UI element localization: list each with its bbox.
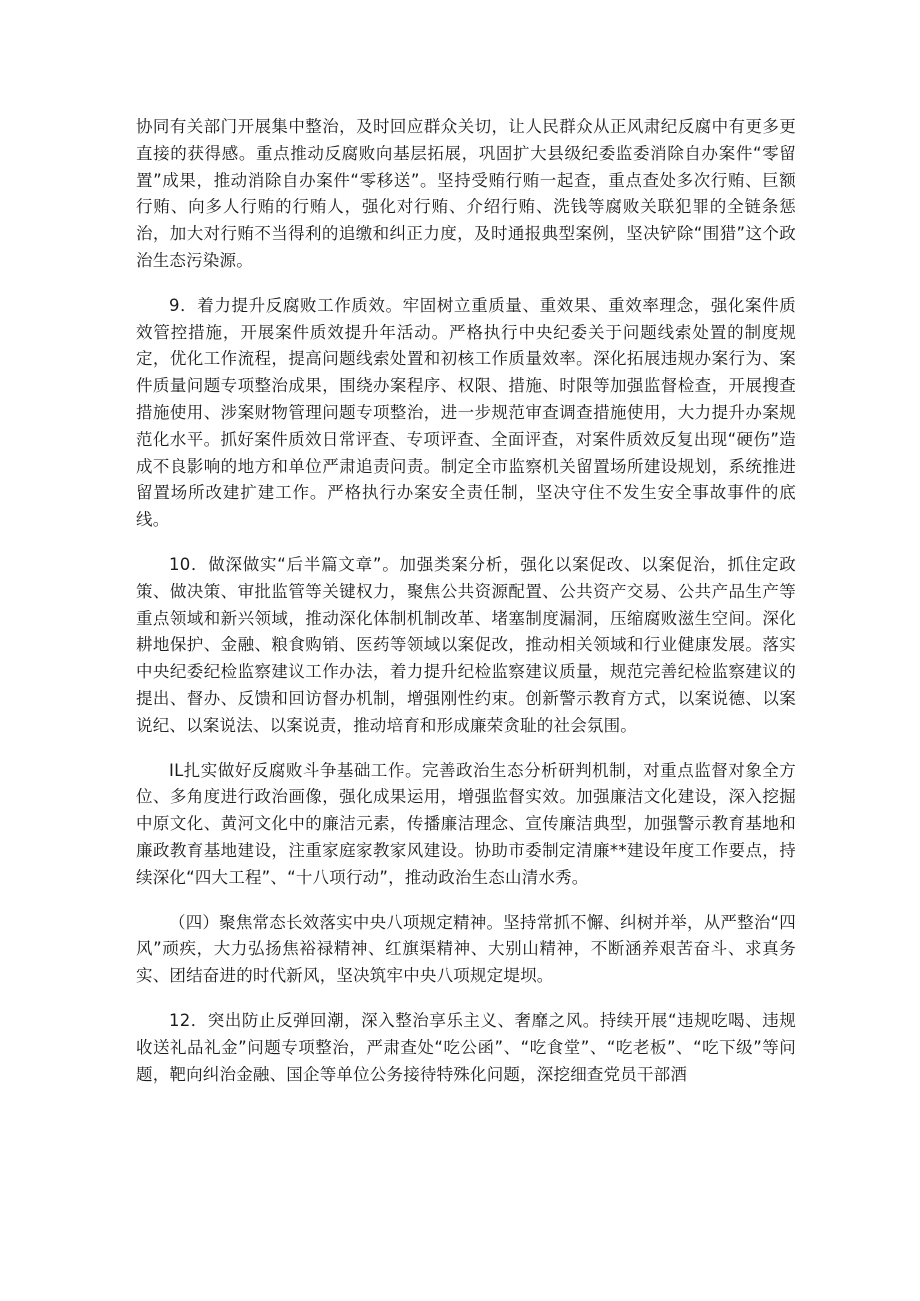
- paragraph-continuation: 协同有关部门开展集中整治，及时回应群众关切，让人民群众从正风肃纪反腐中有更多更直接的获得感。重点推动反腐败向基层拓展，巩固扩大县级纪委监委消除自办案件“零留置”成果，推动消除自办案件“零移送”。坚持受贿行贿一起查，重点查处多次行贿、巨额行贿、向多人行贿的行贿人，强化对行贿、介绍行贿、洗钱等腐败关联犯罪的全链条惩治，加大对行贿不当得利的追缴和纠正力度，及时通报典型案例，坚决铲除“围猎”这个政治生态污染源。: [136, 117, 796, 270]
- paragraph-item-12: 12．突出防止反弹回潮，深入整治享乐主义、奢靡之风。持续开展“违规吃喝、违规收送礼品礼金”问题专项整治，严肃查处“吃公函”、“吃食堂”、“吃老板”、“吃下级”等问题，靶向纠治金融、国企等单位公务接待特殊化问题，深挖细查党员干部酒: [136, 1010, 796, 1084]
- paragraph-item-11: IL扎实做好反腐败斗争基础工作。完善政治生态分析研判机制，对重点监督对象全方位、多角度进行政治画像，强化成果运用，增强监督实效。加强廉洁文化建设，深入挖掘中原文化、黄河文化中的廉洁元素，传播廉洁理念、宣传廉洁典型，加强警示教育基地和廉政教育基地建设，注重家庭家教家风建设。协助市委制定清廉**建设年度工作要点，持续深化“四大工程”、“十八项行动”，推动政治生态山清水秀。: [136, 760, 796, 887]
- paragraph-item-10: 10．做深做实“后半篇文章”。加强类案分析，强化以案促改、以案促治，抓住定政策、做决策、审批监管等关键权力，聚焦公共资源配置、公共资产交易、公共产品生产等重点领域和新兴领域，推动深化体制机制改革、堵塞制度漏洞，压缩腐败滋生空间。深化耕地保护、金融、粮食购销、医药等领域以案促改，推动相关领域和行业健康发展。落实中央纪委纪检监察建议工作办法，着力提升纪检监察建议质量，规范完善纪检监察建议的提出、督办、反馈和回访督办机制，增强刚性约束。创新警示教育方式，以案说德、以案说纪、以案说法、以案说责，推动培育和形成廉荣贪耻的社会氛围。: [136, 554, 796, 735]
- paragraph-section-4: （四）聚焦常态长效落实中央八项规定精神。坚持常抓不懈、纠树并举，从严整治“四风”顽疾，大力弘扬焦裕禄精神、红旗渠精神、大别山精神，不断涵养艰苦奋斗、求真务实、团结奋进的时代新风，坚决筑牢中央八项规定堤坝。: [136, 912, 796, 986]
- document-body: [136, 114, 796, 1106]
- paragraph-item-9: 9．着力提升反腐败工作质效。牢固树立重质量、重效果、重效率理念，强化案件质效管控措施，开展案件质效提升年活动。严格执行中央纪委关于问题线索处置的制度规定，优化工作流程，提高问题线索处置和初核工作质量效率。深化拓展违规办案行为、案件质量问题专项整治成果，围绕办案程序、权限、措施、时限等加强监督检查，开展搜查措施使用、涉案财物管理问题专项整治，进一步规范审查调查措施使用，大力提升办案规范化水平。抓好案件质效日常评查、专项评查、全面评查，对案件质效反复出现“硬伤”造成不良影响的地方和单位严肃追责问责。制定全市监察机关留置场所建设规划，系统推进留置场所改建扩建工作。严格执行办案安全责任制，坚决守住不发生安全事故事件的底线。: [136, 295, 796, 530]
